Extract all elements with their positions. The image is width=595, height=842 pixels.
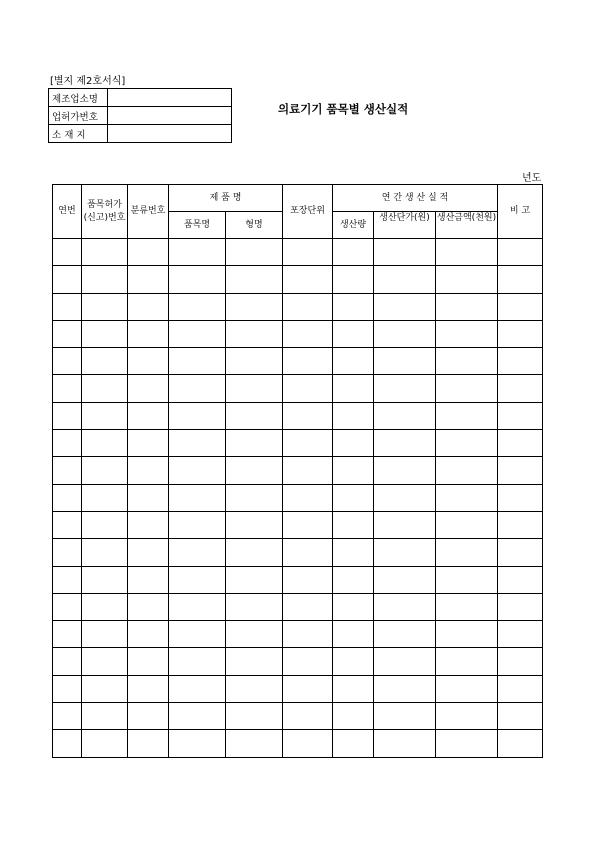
cell-class-number[interactable] xyxy=(128,239,169,266)
cell-permit-number[interactable] xyxy=(82,320,128,347)
cell-amount[interactable] xyxy=(436,566,498,593)
header-unit-price xyxy=(374,212,436,239)
cell-quantity[interactable] xyxy=(333,457,374,484)
cell-permit-number[interactable] xyxy=(82,593,128,620)
address-field[interactable] xyxy=(108,125,232,143)
cell-permit-number[interactable] xyxy=(82,648,128,675)
cell-unit-price[interactable] xyxy=(374,539,436,566)
cell-quantity[interactable] xyxy=(333,621,374,648)
cell-remarks[interactable] xyxy=(498,266,543,293)
cell-item-name[interactable] xyxy=(169,511,226,538)
cell-amount[interactable] xyxy=(436,430,498,457)
cell-class-number[interactable] xyxy=(128,621,169,648)
table-row xyxy=(53,730,543,757)
cell-item-name[interactable] xyxy=(169,320,226,347)
cell-serial[interactable] xyxy=(53,621,82,648)
cell-unit-price[interactable] xyxy=(374,703,436,730)
cell-class-number[interactable] xyxy=(128,511,169,538)
cell-item-name[interactable] xyxy=(169,566,226,593)
cell-serial[interactable] xyxy=(53,293,82,320)
cell-permit-number[interactable] xyxy=(82,402,128,429)
info-row xyxy=(49,107,232,125)
cell-unit-price[interactable] xyxy=(374,648,436,675)
info-label: 업허가번호 xyxy=(49,107,108,125)
cell-class-number[interactable] xyxy=(128,730,169,757)
cell-remarks[interactable] xyxy=(498,648,543,675)
cell-quantity[interactable] xyxy=(333,648,374,675)
info-label: 소 재 지 xyxy=(49,125,108,143)
cell-item-name[interactable] xyxy=(169,730,226,757)
cell-item-name[interactable] xyxy=(169,484,226,511)
cell-amount[interactable] xyxy=(436,293,498,320)
table-row xyxy=(53,703,543,730)
cell-package-unit[interactable] xyxy=(283,484,333,511)
header-quantity: 생산량 xyxy=(333,212,374,239)
header-annual-production: 연 간 생 산 실 적 xyxy=(333,185,498,212)
cell-class-number[interactable] xyxy=(128,703,169,730)
cell-quantity[interactable] xyxy=(333,348,374,375)
cell-remarks[interactable] xyxy=(498,566,543,593)
cell-amount[interactable] xyxy=(436,484,498,511)
cell-package-unit[interactable] xyxy=(283,621,333,648)
cell-item-name[interactable] xyxy=(169,266,226,293)
header-model-name: 형명 xyxy=(226,212,283,239)
cell-model-name[interactable] xyxy=(226,566,283,593)
header-product-name: 제 품 명 xyxy=(169,185,283,212)
cell-unit-price[interactable] xyxy=(374,511,436,538)
cell-permit-number[interactable] xyxy=(82,703,128,730)
cell-permit-number[interactable] xyxy=(82,539,128,566)
cell-quantity[interactable] xyxy=(333,266,374,293)
cell-unit-price[interactable] xyxy=(374,566,436,593)
cell-class-number[interactable] xyxy=(128,348,169,375)
cell-quantity[interactable] xyxy=(333,730,374,757)
cell-unit-price[interactable] xyxy=(374,484,436,511)
cell-amount[interactable] xyxy=(436,375,498,402)
cell-model-name[interactable] xyxy=(226,621,283,648)
cell-class-number[interactable] xyxy=(128,320,169,347)
header-item-name: 품목명 xyxy=(169,212,226,239)
table-row xyxy=(53,239,543,266)
cell-amount[interactable] xyxy=(436,266,498,293)
cell-quantity[interactable] xyxy=(333,402,374,429)
cell-serial[interactable] xyxy=(53,648,82,675)
cell-package-unit[interactable] xyxy=(283,430,333,457)
cell-remarks[interactable] xyxy=(498,320,543,347)
cell-unit-price[interactable] xyxy=(374,375,436,402)
production-table xyxy=(52,184,543,758)
cell-serial[interactable] xyxy=(53,402,82,429)
cell-remarks[interactable] xyxy=(498,239,543,266)
cell-item-name[interactable] xyxy=(169,593,226,620)
cell-amount[interactable] xyxy=(436,402,498,429)
cell-item-name[interactable] xyxy=(169,402,226,429)
cell-remarks[interactable] xyxy=(498,430,543,457)
manufacturer-name-field[interactable] xyxy=(108,89,232,107)
cell-package-unit[interactable] xyxy=(283,539,333,566)
cell-serial[interactable] xyxy=(53,730,82,757)
info-row xyxy=(49,89,232,107)
cell-permit-number[interactable] xyxy=(82,239,128,266)
header-package-unit: 포장단위 xyxy=(283,185,333,239)
cell-remarks[interactable] xyxy=(498,730,543,757)
cell-quantity[interactable] xyxy=(333,293,374,320)
cell-remarks[interactable] xyxy=(498,402,543,429)
cell-class-number[interactable] xyxy=(128,430,169,457)
cell-unit-price[interactable] xyxy=(374,457,436,484)
table-row xyxy=(53,511,543,538)
cell-serial[interactable] xyxy=(53,239,82,266)
cell-quantity[interactable] xyxy=(333,703,374,730)
cell-item-name[interactable] xyxy=(169,430,226,457)
cell-item-name[interactable] xyxy=(169,703,226,730)
cell-amount[interactable] xyxy=(436,648,498,675)
cell-item-name[interactable] xyxy=(169,457,226,484)
cell-unit-price[interactable] xyxy=(374,675,436,702)
cell-serial[interactable] xyxy=(53,266,82,293)
cell-class-number[interactable] xyxy=(128,539,169,566)
table-row xyxy=(53,402,543,429)
cell-class-number[interactable] xyxy=(128,648,169,675)
header-remarks: 비 고 xyxy=(498,185,543,239)
table-row xyxy=(53,621,543,648)
cell-model-name[interactable] xyxy=(226,593,283,620)
cell-remarks[interactable] xyxy=(498,484,543,511)
cell-package-unit[interactable] xyxy=(283,593,333,620)
cell-permit-number[interactable] xyxy=(82,484,128,511)
cell-model-name[interactable] xyxy=(226,703,283,730)
cell-serial[interactable] xyxy=(53,320,82,347)
table-row xyxy=(53,539,543,566)
cell-model-name[interactable] xyxy=(226,293,283,320)
cell-serial[interactable] xyxy=(53,457,82,484)
cell-class-number[interactable] xyxy=(128,266,169,293)
page-title: 의료기기 품목별 생산실적 xyxy=(278,102,409,116)
cell-model-name[interactable] xyxy=(226,457,283,484)
cell-serial[interactable] xyxy=(53,539,82,566)
business-permit-number-field[interactable] xyxy=(108,107,232,125)
cell-package-unit[interactable] xyxy=(283,703,333,730)
cell-remarks[interactable] xyxy=(498,348,543,375)
cell-serial[interactable] xyxy=(53,430,82,457)
cell-model-name[interactable] xyxy=(226,511,283,538)
header-class-number: 분류번호 xyxy=(128,185,169,239)
cell-quantity[interactable] xyxy=(333,511,374,538)
cell-serial[interactable] xyxy=(53,348,82,375)
cell-remarks[interactable] xyxy=(498,293,543,320)
cell-package-unit[interactable] xyxy=(283,457,333,484)
cell-serial[interactable] xyxy=(53,484,82,511)
cell-item-name[interactable] xyxy=(169,675,226,702)
table-row xyxy=(53,593,543,620)
cell-unit-price[interactable] xyxy=(374,730,436,757)
table-row xyxy=(53,293,543,320)
cell-serial[interactable] xyxy=(53,375,82,402)
cell-quantity[interactable] xyxy=(333,539,374,566)
cell-class-number[interactable] xyxy=(128,675,169,702)
cell-remarks[interactable] xyxy=(498,593,543,620)
cell-serial[interactable] xyxy=(53,593,82,620)
table-row xyxy=(53,648,543,675)
cell-model-name[interactable] xyxy=(226,430,283,457)
cell-unit-price[interactable] xyxy=(374,402,436,429)
cell-item-name[interactable] xyxy=(169,648,226,675)
cell-serial[interactable] xyxy=(53,566,82,593)
cell-item-name[interactable] xyxy=(169,621,226,648)
header-amount-text: 생산금액(천원) xyxy=(436,213,497,223)
cell-package-unit[interactable] xyxy=(283,648,333,675)
cell-package-unit[interactable] xyxy=(283,348,333,375)
cell-serial[interactable] xyxy=(53,675,82,702)
cell-remarks[interactable] xyxy=(498,621,543,648)
cell-permit-number[interactable] xyxy=(82,375,128,402)
cell-model-name[interactable] xyxy=(226,320,283,347)
cell-package-unit[interactable] xyxy=(283,511,333,538)
cell-model-name[interactable] xyxy=(226,348,283,375)
cell-permit-number[interactable] xyxy=(82,566,128,593)
cell-permit-number[interactable] xyxy=(82,457,128,484)
cell-serial[interactable] xyxy=(53,511,82,538)
cell-quantity[interactable] xyxy=(333,484,374,511)
cell-package-unit[interactable] xyxy=(283,375,333,402)
table-row xyxy=(53,348,543,375)
cell-class-number[interactable] xyxy=(128,593,169,620)
cell-amount[interactable] xyxy=(436,348,498,375)
cell-amount[interactable] xyxy=(436,675,498,702)
cell-amount[interactable] xyxy=(436,621,498,648)
cell-model-name[interactable] xyxy=(226,675,283,702)
cell-model-name[interactable] xyxy=(226,648,283,675)
table-row xyxy=(53,566,543,593)
cell-permit-number[interactable] xyxy=(82,675,128,702)
cell-remarks[interactable] xyxy=(498,375,543,402)
cell-class-number[interactable] xyxy=(128,457,169,484)
cell-remarks[interactable] xyxy=(498,511,543,538)
table-row xyxy=(53,675,543,702)
cell-quantity[interactable] xyxy=(333,375,374,402)
cell-quantity[interactable] xyxy=(333,430,374,457)
cell-unit-price[interactable] xyxy=(374,266,436,293)
cell-permit-number[interactable] xyxy=(82,266,128,293)
cell-item-name[interactable] xyxy=(169,239,226,266)
year-label: 년도 xyxy=(522,173,542,184)
cell-model-name[interactable] xyxy=(226,484,283,511)
header-amount xyxy=(436,212,498,239)
cell-model-name[interactable] xyxy=(226,539,283,566)
cell-item-name[interactable] xyxy=(169,539,226,566)
cell-item-name[interactable] xyxy=(169,293,226,320)
cell-permit-number[interactable] xyxy=(82,621,128,648)
cell-amount[interactable] xyxy=(436,703,498,730)
cell-permit-number[interactable] xyxy=(82,348,128,375)
cell-model-name[interactable] xyxy=(226,375,283,402)
cell-serial[interactable] xyxy=(53,703,82,730)
table-row xyxy=(53,320,543,347)
cell-unit-price[interactable] xyxy=(374,621,436,648)
table-row xyxy=(53,484,543,511)
cell-amount[interactable] xyxy=(436,511,498,538)
cell-unit-price[interactable] xyxy=(374,348,436,375)
cell-class-number[interactable] xyxy=(128,484,169,511)
header-unit-price-text: 생산단가(원) xyxy=(379,213,430,223)
cell-model-name[interactable] xyxy=(226,402,283,429)
table-row xyxy=(53,266,543,293)
cell-package-unit[interactable] xyxy=(283,293,333,320)
cell-amount[interactable] xyxy=(436,539,498,566)
header-serial: 연번 xyxy=(53,185,82,239)
cell-package-unit[interactable] xyxy=(283,239,333,266)
cell-quantity[interactable] xyxy=(333,239,374,266)
cell-permit-number[interactable] xyxy=(82,430,128,457)
cell-amount[interactable] xyxy=(436,457,498,484)
cell-class-number[interactable] xyxy=(128,402,169,429)
table-row xyxy=(53,375,543,402)
header-row xyxy=(53,185,543,212)
cell-unit-price[interactable] xyxy=(374,430,436,457)
cell-remarks[interactable] xyxy=(498,457,543,484)
cell-package-unit[interactable] xyxy=(283,266,333,293)
cell-model-name[interactable] xyxy=(226,239,283,266)
cell-package-unit[interactable] xyxy=(283,675,333,702)
cell-unit-price[interactable] xyxy=(374,239,436,266)
cell-package-unit[interactable] xyxy=(283,566,333,593)
table-row xyxy=(53,457,543,484)
cell-quantity[interactable] xyxy=(333,675,374,702)
header-permit-number: 품목허가(신고)번호 xyxy=(82,185,128,239)
cell-package-unit[interactable] xyxy=(283,402,333,429)
cell-unit-price[interactable] xyxy=(374,293,436,320)
cell-permit-number[interactable] xyxy=(82,511,128,538)
cell-remarks[interactable] xyxy=(498,675,543,702)
cell-item-name[interactable] xyxy=(169,348,226,375)
cell-quantity[interactable] xyxy=(333,593,374,620)
cell-model-name[interactable] xyxy=(226,730,283,757)
cell-item-name[interactable] xyxy=(169,375,226,402)
cell-quantity[interactable] xyxy=(333,320,374,347)
manufacturer-info-table xyxy=(48,88,232,143)
cell-amount[interactable] xyxy=(436,730,498,757)
cell-permit-number[interactable] xyxy=(82,293,128,320)
cell-class-number[interactable] xyxy=(128,566,169,593)
cell-amount[interactable] xyxy=(436,320,498,347)
cell-quantity[interactable] xyxy=(333,566,374,593)
form-number-label: [별지 제2호서식] xyxy=(50,76,126,87)
cell-package-unit[interactable] xyxy=(283,320,333,347)
cell-remarks[interactable] xyxy=(498,539,543,566)
cell-permit-number[interactable] xyxy=(82,730,128,757)
cell-class-number[interactable] xyxy=(128,375,169,402)
cell-model-name[interactable] xyxy=(226,266,283,293)
table-row xyxy=(53,430,543,457)
cell-amount[interactable] xyxy=(436,593,498,620)
cell-package-unit[interactable] xyxy=(283,730,333,757)
info-label: 제조업소명 xyxy=(49,89,108,107)
info-row xyxy=(49,125,232,143)
cell-unit-price[interactable] xyxy=(374,593,436,620)
cell-remarks[interactable] xyxy=(498,703,543,730)
cell-unit-price[interactable] xyxy=(374,320,436,347)
cell-amount[interactable] xyxy=(436,239,498,266)
cell-class-number[interactable] xyxy=(128,293,169,320)
